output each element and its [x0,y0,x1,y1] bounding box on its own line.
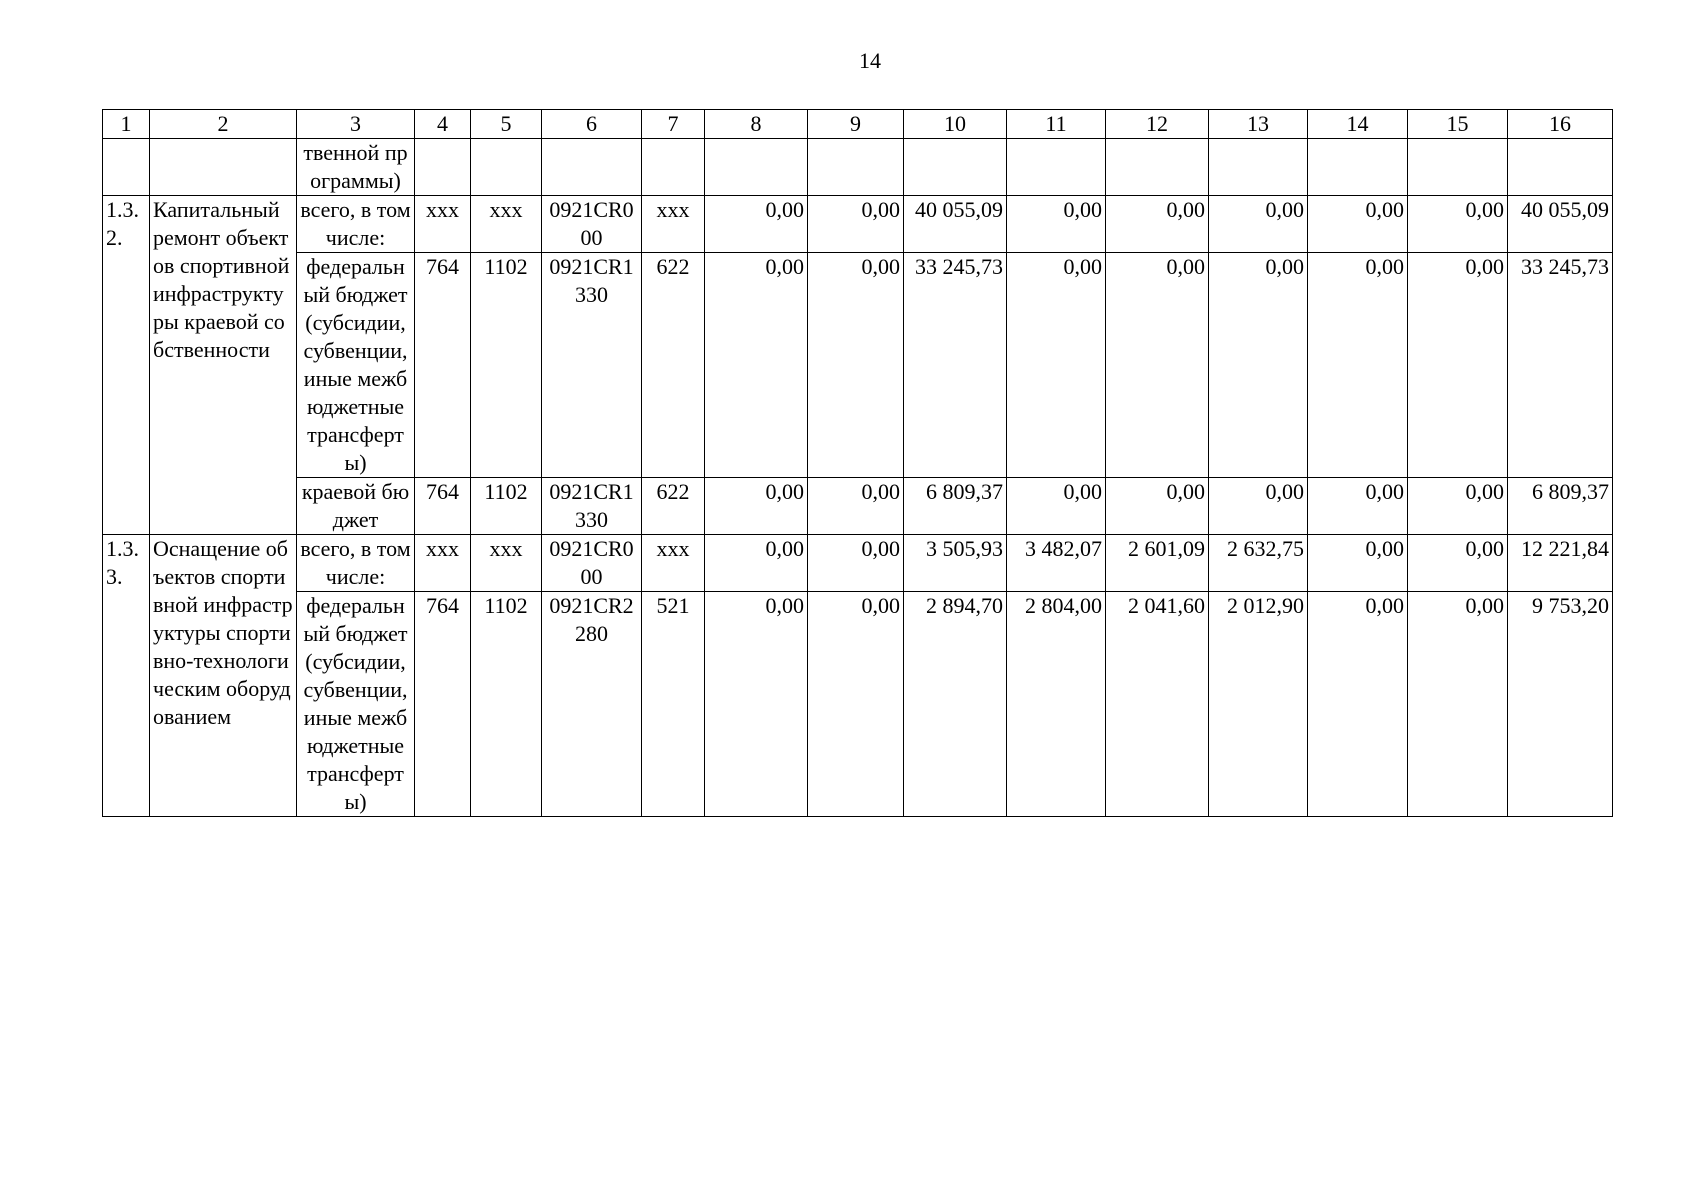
header-col-16: 16 [1508,110,1613,139]
cell-col-16: 40 055,09 [1508,196,1613,253]
cell-col-5: 1102 [471,592,542,817]
table-row [103,253,1613,478]
cell-col-12: 2 041,60 [1106,592,1209,817]
cell-col-14: 0,00 [1308,253,1408,478]
cell-col-12: 0,00 [1106,253,1209,478]
header-col-15: 15 [1408,110,1508,139]
cell-col-11: 0,00 [1007,253,1106,478]
continued-row [103,139,1613,196]
cell-col-15: 0,00 [1408,253,1508,478]
header-col-7: 7 [642,110,705,139]
header-col-9: 9 [808,110,904,139]
cell-col-16: 12 221,84 [1508,535,1613,592]
cell-col-5: 1102 [471,478,542,535]
cell-col-15: 0,00 [1408,478,1508,535]
cell-col-15: 0,00 [1408,592,1508,817]
cell-col-4: xxx [415,196,471,253]
cell-col-7: 521 [642,592,705,817]
item-number: 1.3.3. [103,535,150,817]
cell-col-16: 33 245,73 [1508,253,1613,478]
cell-col-7: xxx [642,535,705,592]
header-col-12: 12 [1106,110,1209,139]
cell-col-10: 2 894,70 [904,592,1007,817]
cell-col-13: 2 012,90 [1209,592,1308,817]
cell-col-4: xxx [415,535,471,592]
item-number: 1.3.2. [103,196,150,535]
cell-col-16: 9 753,20 [1508,592,1613,817]
item-name: Капитальный ремонт объектов спортивной инфраструктуры краевой собственности [150,196,297,535]
funding-source: краевой бюджет [297,478,415,535]
cell-col-10: 3 505,93 [904,535,1007,592]
header-col-4: 4 [415,110,471,139]
funding-source: федеральный бюджет (субсидии, субвенции, иные межбюджетные трансферты) [297,592,415,817]
cell-col-9: 0,00 [808,253,904,478]
cell-col-10: 6 809,37 [904,478,1007,535]
table-row [103,196,1613,253]
cell-col-9: 0,00 [808,535,904,592]
item-name: Оснащение объектов спортивной инфраструктуры спортивно-технологическим оборудованием [150,535,297,817]
header-col-6: 6 [542,110,642,139]
header-col-5: 5 [471,110,542,139]
cell-col-14: 0,00 [1308,535,1408,592]
cell-col-6: 0921CR2280 [542,592,642,817]
cell-col-7: 622 [642,478,705,535]
cell-col-13: 0,00 [1209,478,1308,535]
cell-col-10: 33 245,73 [904,253,1007,478]
cell-col-14: 0,00 [1308,592,1408,817]
cell-col-15: 0,00 [1408,535,1508,592]
table-row [103,478,1613,535]
cell-col-8: 0,00 [705,196,808,253]
cell-col-10: 40 055,09 [904,196,1007,253]
cell-col-11: 2 804,00 [1007,592,1106,817]
cell-col-5: xxx [471,535,542,592]
table-row [103,592,1613,817]
cell-col-13: 0,00 [1209,253,1308,478]
cell-col-15: 0,00 [1408,196,1508,253]
cell-col-4: 764 [415,478,471,535]
cell-col-7: 622 [642,253,705,478]
cell-col-8: 0,00 [705,535,808,592]
budget-table [102,109,1613,817]
cell-col-14: 0,00 [1308,478,1408,535]
cell-col-8: 0,00 [705,592,808,817]
cell-col-12: 0,00 [1106,478,1209,535]
continued-source-text: твенной программы) [297,139,415,196]
funding-source: всего, в том числе: [297,196,415,253]
table-row [103,535,1613,592]
cell-col-9: 0,00 [808,196,904,253]
cell-col-11: 3 482,07 [1007,535,1106,592]
funding-source: федеральный бюджет (субсидии, субвенции, иные межбюджетные трансферты) [297,253,415,478]
cell-col-14: 0,00 [1308,196,1408,253]
cell-col-13: 2 632,75 [1209,535,1308,592]
cell-col-13: 0,00 [1209,196,1308,253]
cell-col-11: 0,00 [1007,478,1106,535]
funding-source: всего, в том числе: [297,535,415,592]
cell-col-6: 0921CR1330 [542,478,642,535]
header-col-11: 11 [1007,110,1106,139]
cell-col-16: 6 809,37 [1508,478,1613,535]
cell-col-7: xxx [642,196,705,253]
cell-col-5: 1102 [471,253,542,478]
cell-col-9: 0,00 [808,592,904,817]
cell-col-12: 0,00 [1106,196,1209,253]
cell-col-4: 764 [415,592,471,817]
header-col-1: 1 [103,110,150,139]
header-col-2: 2 [150,110,297,139]
page-number: 14 [859,48,881,73]
cell-col-6: 0921CR1330 [542,253,642,478]
cell-col-6: 0921CR000 [542,535,642,592]
header-col-10: 10 [904,110,1007,139]
header-row [103,110,1613,139]
cell-col-12: 2 601,09 [1106,535,1209,592]
cell-col-6: 0921CR000 [542,196,642,253]
header-col-14: 14 [1308,110,1408,139]
cell-col-8: 0,00 [705,478,808,535]
cell-col-5: xxx [471,196,542,253]
cell-col-11: 0,00 [1007,196,1106,253]
cell-col-8: 0,00 [705,253,808,478]
cell-col-4: 764 [415,253,471,478]
header-col-3: 3 [297,110,415,139]
header-col-8: 8 [705,110,808,139]
cell-col-9: 0,00 [808,478,904,535]
header-col-13: 13 [1209,110,1308,139]
